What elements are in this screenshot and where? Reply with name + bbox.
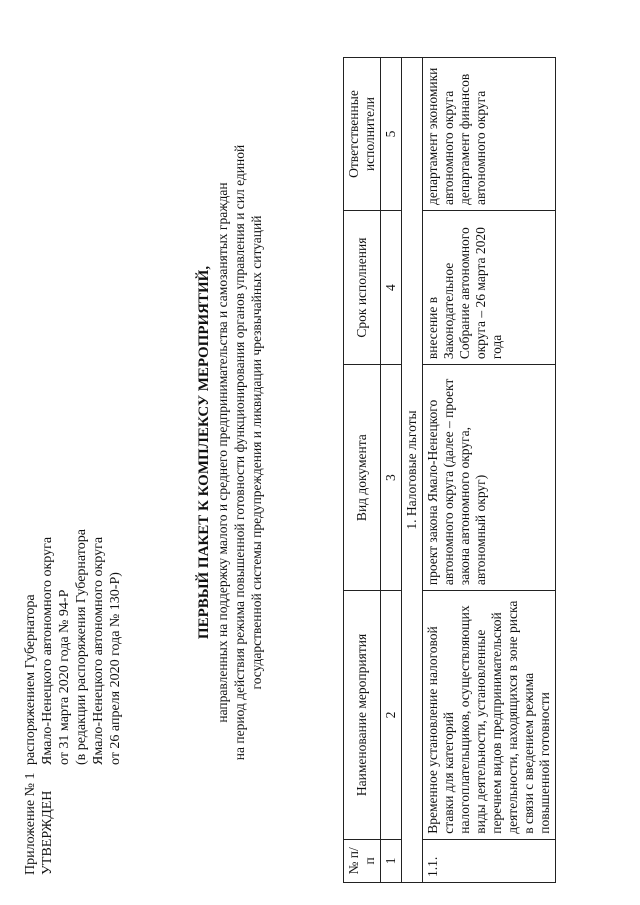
section-title: 1. Налоговые льготы [402, 58, 423, 883]
column-number: 4 [381, 211, 402, 365]
approval-line: Ямало-Ненецкого автономного округа [40, 536, 55, 765]
table-row [423, 58, 556, 883]
approval-line: Ямало-Ненецкого автономного округа [91, 536, 106, 765]
approval-line: от 26 апреля 2020 года № 130-Р) [108, 572, 123, 765]
column-number: 5 [381, 58, 402, 211]
column-number: 1 [381, 839, 402, 882]
column-number-row [381, 58, 402, 883]
header-measure-name: Наименование мероприятия [344, 591, 381, 840]
heading-line: на период действия режима повышенной готовности функционирования органов управления и сил единой [232, 144, 247, 761]
deadline: внесение в Законодательное Собрание автономного округа – 26 марта 2020 года [423, 211, 556, 365]
approval-block [22, 529, 124, 765]
appendix-block [22, 773, 56, 876]
section-row [402, 58, 423, 883]
measures-table [343, 57, 556, 883]
document-heading [195, 0, 265, 905]
document-title: ПЕРВЫЙ ПАКЕТ К КОМПЛЕКСУ МЕРОПРИЯТИЙ, [196, 265, 212, 640]
document-type: проект закона Ямало-Ненецкого автономного округа (далее – проект закона автономного округа, автономный округ) [423, 365, 556, 591]
appendix-number: Приложение № 1 [23, 772, 38, 875]
row-number: 1.1. [423, 839, 556, 882]
table-header-row [344, 58, 381, 883]
heading-line: государственной системы предупреждения и ликвидации чрезвычайных ситуаций [249, 215, 264, 690]
header-deadline: Срок исполнения [344, 211, 381, 365]
approval-line: распоряжением Губернатора [23, 594, 38, 765]
header-number: № п/п [344, 839, 381, 882]
approval-status: УТВЕРЖДЕН [40, 790, 55, 875]
header-document-type: Вид документа [344, 365, 381, 591]
header-executors: Ответственные исполнители [344, 58, 381, 211]
approval-line: (в редакции распоряжения Губернатора [74, 529, 89, 765]
column-number: 3 [381, 365, 402, 591]
column-number: 2 [381, 591, 402, 840]
measure-name: Временное установление налоговой ставки для категорий налогоплательщиков, осуществляющих виды деятельности, установленные перечнем видов предпринимательской деятельности, находящихся в зоне риска в связи с введением режима повышенной готовности [423, 591, 556, 840]
heading-line: направленных на поддержку малого и среднего предпринимательства и самозанятых граждан [215, 182, 230, 723]
executors: департамент экономики автономного округа департамент финансов автономного округа [423, 58, 556, 211]
approval-line: от 31 марта 2020 года № 94-Р [57, 589, 72, 765]
